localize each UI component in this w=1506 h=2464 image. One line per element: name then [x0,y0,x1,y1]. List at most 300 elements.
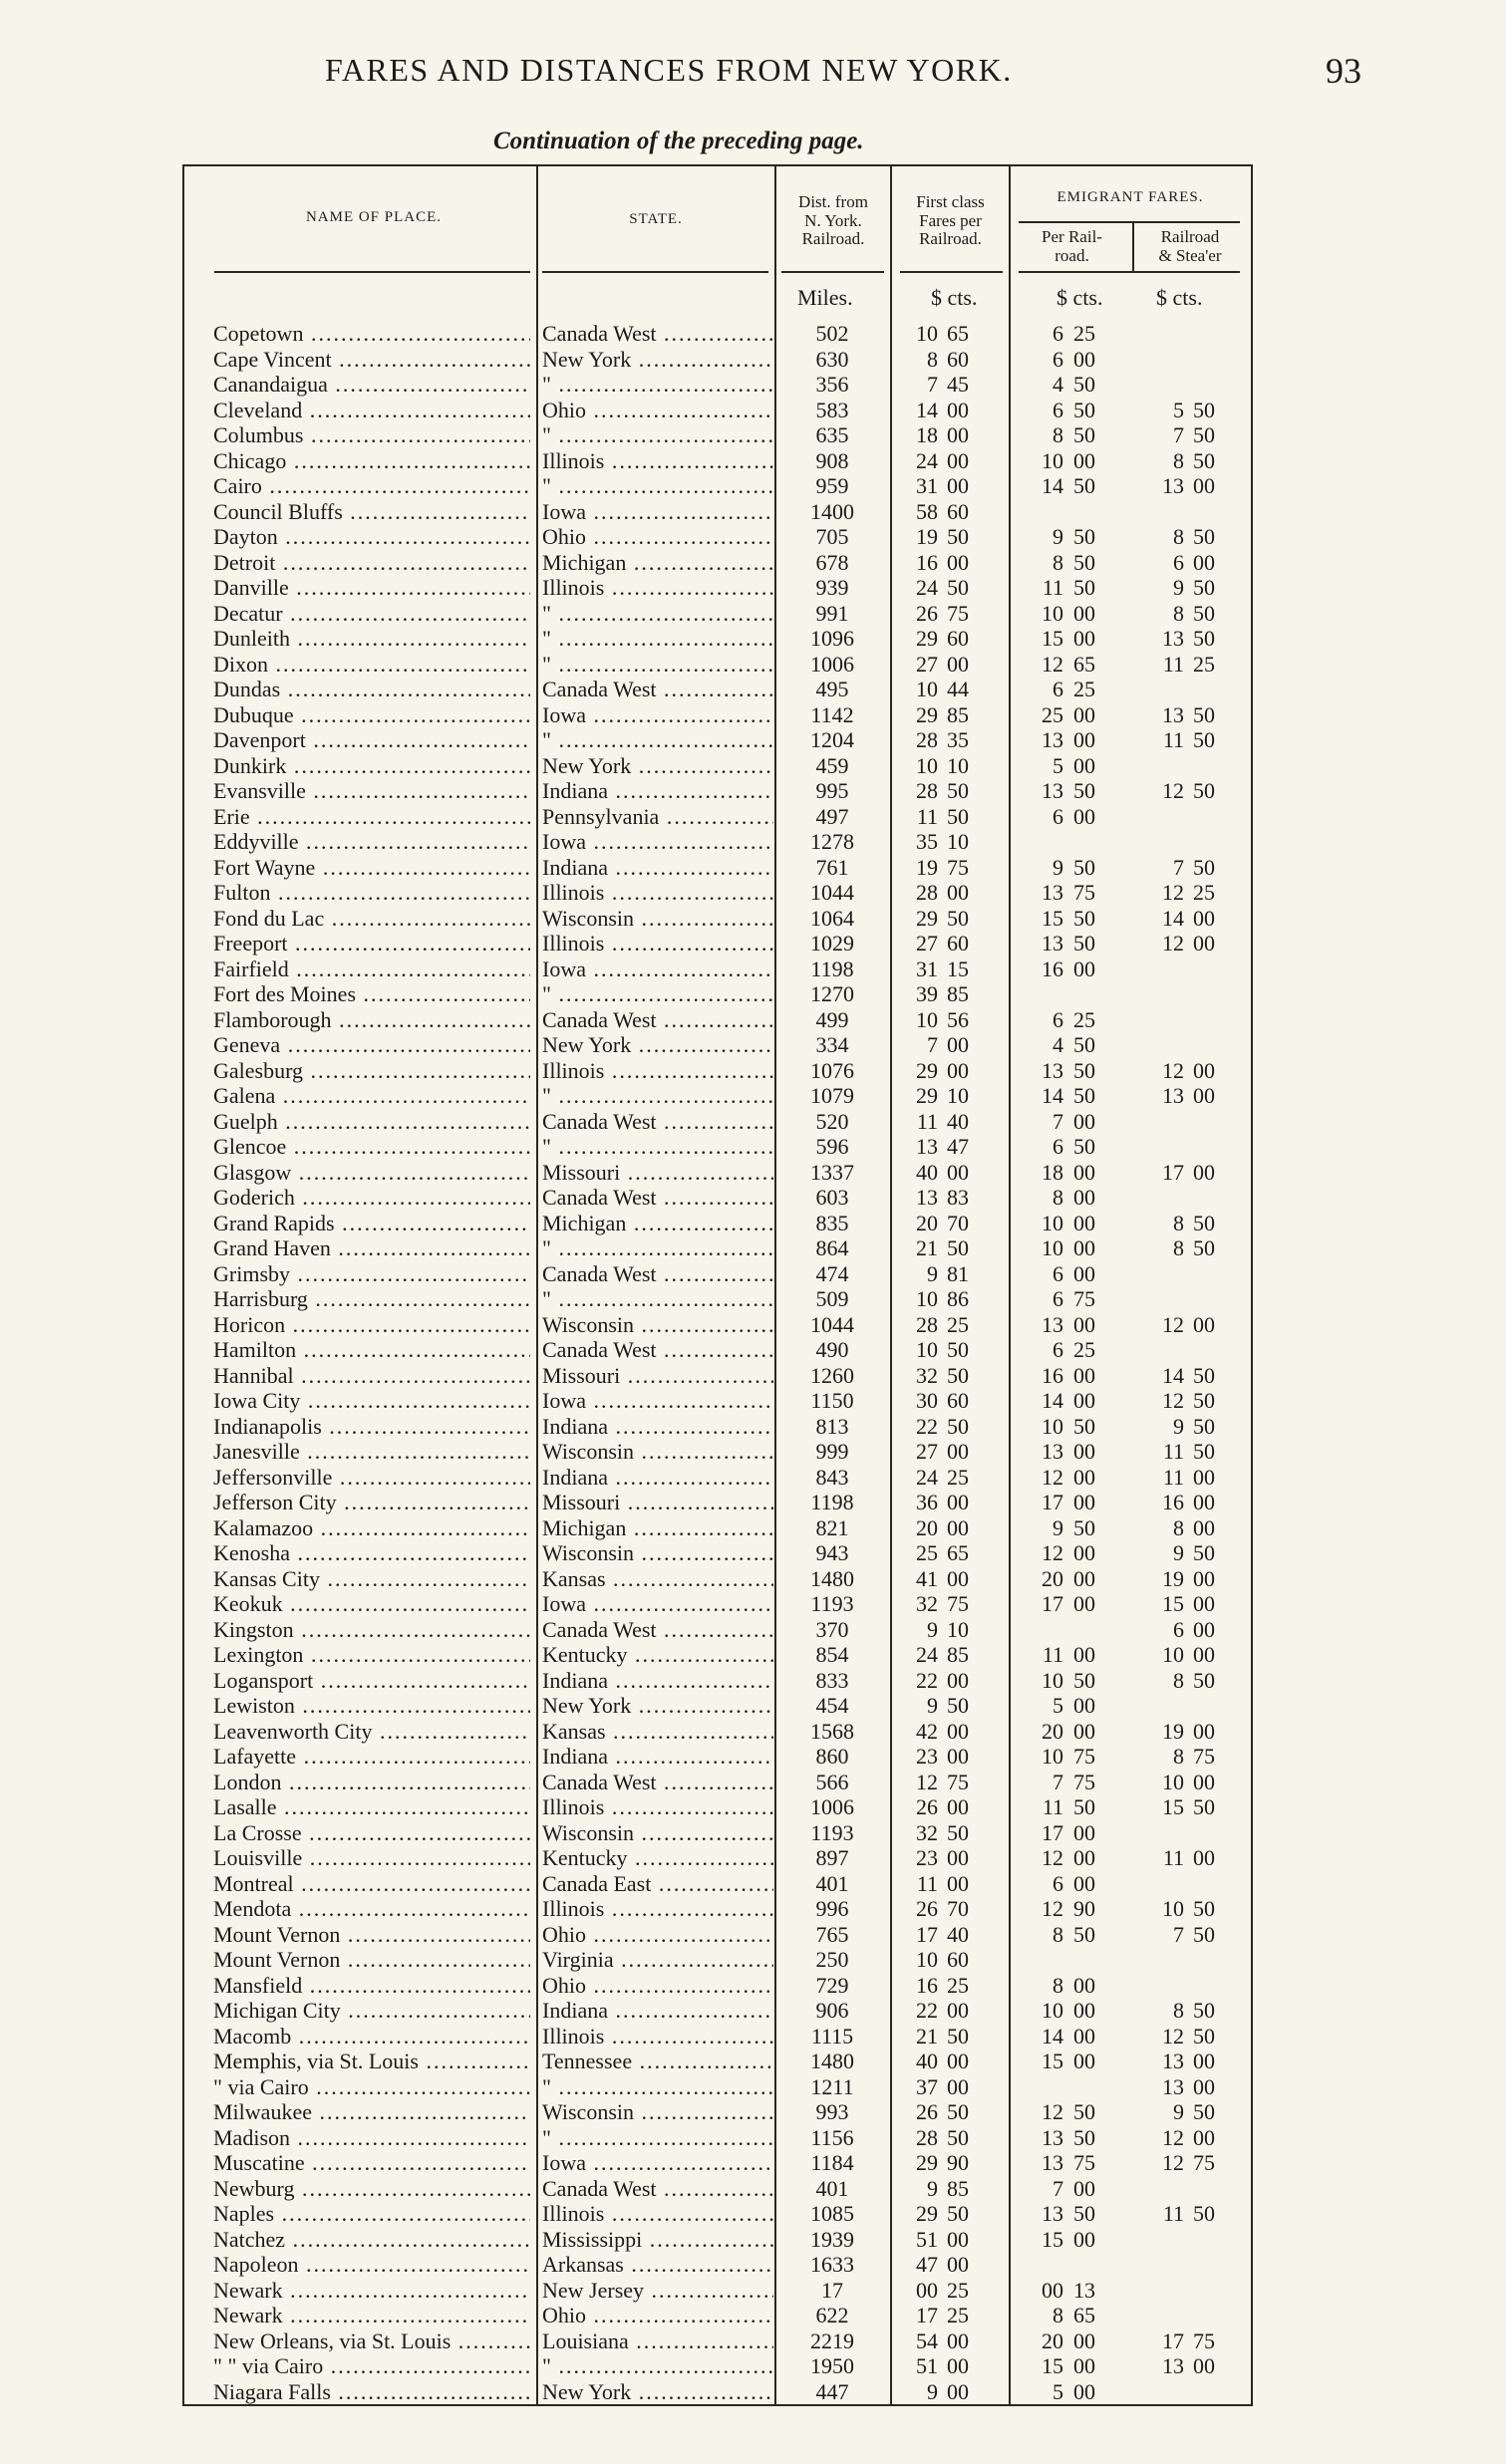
distance-miles: 1480 [810,2049,854,2073]
state: Indiana ..... [542,1465,773,1491]
distance-miles: 1270 [810,981,854,1006]
per-railroad-dollars: 13 [1042,2124,1063,2150]
state: " ..... [542,372,773,398]
per-railroad-cents: 50 [1073,524,1095,549]
first-class-dollars: 22 [916,1667,938,1693]
state: Illinois ..... [542,931,773,957]
distance-miles: 908 [815,447,849,473]
table-row [0,1337,1506,1363]
table-row [0,1998,1506,2024]
distance-miles: 993 [815,2099,849,2124]
table-row [0,2328,1506,2354]
table-row [0,1770,1506,1795]
per-railroad-dollars: 12 [1042,2099,1063,2124]
place-name: Kalamazoo ..... [213,1515,530,1541]
distance-miles: 1204 [810,727,854,752]
state: Canada West ..... [542,677,773,702]
distance-miles: 1085 [810,2201,854,2226]
per-railroad-dollars: 14 [1042,2023,1063,2049]
unit-miles: Miles. [797,285,853,310]
railroad-steamer-cents: 50 [1193,1210,1215,1235]
railroad-steamer-cents: 50 [1193,778,1215,803]
railroad-steamer-cents: 50 [1193,626,1215,651]
per-railroad-cents: 00 [1073,2049,1095,2073]
first-class-cents: 00 [947,1565,969,1591]
per-railroad-cents: 50 [1073,1514,1095,1540]
railroad-steamer-dollars: 19 [1162,1565,1184,1591]
state: " ..... [542,2125,773,2151]
place-name: Dundas ..... [213,677,530,702]
first-class-cents: 85 [947,1642,969,1667]
railroad-steamer-dollars: 11 [1162,1845,1184,1870]
place-name: Kingston ..... [213,1617,530,1643]
distance-miles: 1400 [810,498,854,524]
first-class-cents: 86 [947,1286,969,1311]
railroad-steamer-dollars: 14 [1162,905,1184,931]
railroad-steamer-cents: 50 [1193,854,1215,880]
distance-miles: 490 [815,1337,849,1362]
per-railroad-cents: 00 [1073,1235,1095,1260]
state: " ..... [542,422,773,448]
header-rule [542,271,768,273]
table-row [0,778,1506,804]
per-railroad-cents: 00 [1073,1845,1095,1870]
railroad-steamer-cents: 75 [1193,2327,1215,2353]
table-row [0,550,1506,576]
first-class-dollars: 32 [916,1819,938,1845]
per-railroad-cents: 50 [1073,575,1095,600]
railroad-steamer-dollars: 12 [1162,931,1184,956]
railroad-steamer-dollars: 13 [1162,1083,1184,1108]
railroad-steamer-dollars: 13 [1162,626,1184,651]
first-class-cents: 00 [947,1870,969,1896]
railroad-steamer-cents: 00 [1193,1718,1215,1744]
header-per-railroad [1012,228,1132,265]
railroad-steamer-dollars: 9 [1173,575,1184,600]
table-row [0,2049,1506,2074]
distance-miles: 1950 [810,2353,854,2378]
table-row [0,422,1506,448]
state: Mississippi ..... [542,2227,773,2253]
railroad-steamer-cents: 00 [1193,2049,1215,2073]
state: " ..... [542,1235,773,1261]
state: New Jersey ..... [542,2278,773,2304]
table-row [0,601,1506,627]
per-railroad-dollars: 11 [1042,575,1063,600]
header-railroad-steamer-line: Railroad [1160,227,1220,246]
railroad-steamer-cents: 00 [1193,2073,1215,2099]
state: Ohio ..... [542,2303,773,2328]
table-row [0,652,1506,678]
table-row [0,1642,1506,1668]
per-railroad-dollars: 12 [1042,1540,1063,1565]
first-class-cents: 50 [947,778,969,803]
per-railroad-cents: 00 [1073,1565,1095,1591]
per-railroad-cents: 00 [1073,1439,1095,1464]
place-name: Lexington ..... [213,1642,530,1668]
first-class-cents: 50 [947,2201,969,2226]
place-name: Danville ..... [213,575,530,601]
place-name: Janesville ..... [213,1439,530,1465]
distance-miles: 1193 [810,1819,854,1845]
table-row [0,1820,1506,1846]
distance-miles: 1044 [810,1311,854,1337]
first-class-dollars: 9 [927,2378,938,2404]
first-class-dollars: 7 [927,372,938,397]
state: Iowa ..... [542,1591,773,1617]
first-class-dollars: 31 [916,956,938,981]
railroad-steamer-dollars: 10 [1162,1896,1184,1921]
distance-miles: 596 [815,1134,849,1159]
header-name-of-place: NAME OF PLACE. [305,209,443,225]
per-railroad-cents: 00 [1073,2353,1095,2378]
emigrant-rule [1019,221,1240,223]
per-railroad-dollars: 14 [1042,1388,1063,1413]
state: Illinois ..... [542,880,773,906]
per-railroad-dollars: 17 [1042,1490,1063,1514]
state: Illinois ..... [542,1058,773,1084]
per-railroad-cents: 00 [1073,803,1095,829]
distance-miles: 1076 [810,1057,854,1083]
railroad-steamer-cents: 00 [1193,2353,1215,2378]
railroad-steamer-dollars: 14 [1162,1362,1184,1388]
first-class-dollars: 21 [916,1235,938,1260]
first-class-dollars: 22 [916,1413,938,1439]
table-row [0,1388,1506,1414]
per-railroad-dollars: 20 [1042,2327,1063,2353]
state: Iowa ..... [542,702,773,728]
state: " ..... [542,626,773,652]
per-railroad-dollars: 25 [1042,701,1063,727]
state: " ..... [542,1083,773,1109]
distance-miles: 250 [815,1947,849,1972]
first-class-dollars: 42 [916,1718,938,1744]
state: Kentucky ..... [542,1845,773,1871]
first-class-dollars: 13 [916,1185,938,1210]
per-railroad-dollars: 8 [1053,1972,1063,1998]
per-railroad-cents: 50 [1073,372,1095,397]
distance-miles: 497 [815,803,849,829]
first-class-dollars: 8 [927,346,938,372]
table-row [0,1617,1506,1643]
place-name: Mendota ..... [213,1896,530,1922]
table-row [0,2150,1506,2176]
state: Missouri ..... [542,1490,773,1515]
place-name: Louisville ..... [213,1845,530,1871]
distance-miles: 1939 [810,2226,854,2252]
running-title: FARES AND DISTANCES FROM NEW YORK. [325,52,1013,88]
place-name: Harrisburg ..... [213,1286,530,1312]
first-class-cents: 45 [947,372,969,397]
first-class-dollars: 24 [916,575,938,600]
per-railroad-dollars: 13 [1042,1311,1063,1337]
per-railroad-cents: 00 [1073,1972,1095,1998]
place-name: Jefferson City ..... [213,1490,530,1515]
state: Canada West ..... [542,1007,773,1033]
first-class-cents: 00 [947,422,969,447]
distance-miles: 1079 [810,1083,854,1108]
table-row [0,677,1506,702]
first-class-cents: 00 [947,1744,969,1769]
table-row [0,575,1506,601]
per-railroad-cents: 50 [1073,2124,1095,2150]
first-class-dollars: 40 [916,1159,938,1185]
place-name: Grimsby ..... [213,1261,530,1287]
distance-miles: 843 [815,1464,849,1490]
first-class-cents: 00 [947,880,969,905]
header-rule [781,271,884,273]
first-class-dollars: 54 [916,2327,938,2353]
railroad-steamer-cents: 50 [1193,1921,1215,1947]
header-railroad-steamer [1134,228,1246,265]
table-row [0,1515,1506,1541]
state: Illinois ..... [542,575,773,601]
per-railroad-cents: 00 [1073,346,1095,372]
first-class-cents: 00 [947,1439,969,1464]
first-class-cents: 25 [947,1311,969,1337]
table-row [0,2379,1506,2405]
per-railroad-dollars: 10 [1042,1413,1063,1439]
continuation-note: Continuation of the preceding page. [493,128,864,154]
per-railroad-dollars: 12 [1042,1896,1063,1921]
distance-miles: 996 [815,1896,849,1921]
table-row [0,880,1506,906]
table-row [0,1465,1506,1491]
state: Wisconsin ..... [542,906,773,932]
per-railroad-cents: 65 [1073,651,1095,677]
per-railroad-dollars: 13 [1042,931,1063,956]
railroad-steamer-cents: 50 [1193,1413,1215,1439]
distance-miles: 622 [815,2303,849,2327]
per-railroad-dollars: 9 [1053,524,1063,549]
railroad-steamer-dollars: 6 [1173,1616,1184,1642]
railroad-steamer-cents: 00 [1193,1083,1215,1108]
place-name: Geneva ..... [213,1032,530,1058]
per-railroad-cents: 00 [1073,447,1095,473]
per-railroad-dollars: 17 [1042,1819,1063,1845]
first-class-dollars: 16 [916,549,938,575]
railroad-steamer-cents: 50 [1193,1362,1215,1388]
railroad-steamer-dollars: 12 [1162,2023,1184,2049]
per-railroad-dollars: 12 [1042,1845,1063,1870]
per-railroad-dollars: 13 [1042,880,1063,905]
first-class-cents: 10 [947,829,969,854]
place-name: Glencoe ..... [213,1134,530,1160]
first-class-cents: 00 [947,2049,969,2073]
distance-miles: 401 [815,2175,849,2201]
first-class-cents: 00 [947,1032,969,1057]
distance-miles: 897 [815,1845,849,1870]
place-name: Council Bluffs ..... [213,499,530,525]
place-name: Niagara Falls ..... [213,2379,530,2405]
per-railroad-cents: 00 [1073,2023,1095,2049]
railroad-steamer-dollars: 10 [1162,1769,1184,1794]
table-row [0,855,1506,881]
per-railroad-cents: 50 [1073,2099,1095,2124]
railroad-steamer-cents: 25 [1193,880,1215,905]
distance-miles: 813 [815,1413,849,1439]
railroad-steamer-cents: 50 [1193,600,1215,626]
place-name: Fulton ..... [213,880,530,906]
distance-miles: 1115 [810,2023,854,2049]
state: " ..... [542,1134,773,1160]
railroad-steamer-cents: 00 [1193,1845,1215,1870]
state: Michigan ..... [542,1515,773,1541]
first-class-dollars: 28 [916,880,938,905]
distance-miles: 729 [815,1972,849,1998]
table-row [0,1007,1506,1033]
per-railroad-dollars: 6 [1053,677,1063,701]
per-railroad-dollars: 13 [1042,778,1063,803]
distance-miles: 1006 [810,1794,854,1819]
per-railroad-cents: 00 [1073,2175,1095,2201]
railroad-steamer-dollars: 7 [1173,854,1184,880]
per-railroad-cents: 50 [1073,1057,1095,1083]
first-class-dollars: 29 [916,626,938,651]
table-row [0,804,1506,830]
railroad-steamer-cents: 50 [1193,1540,1215,1565]
table-row [0,347,1506,373]
place-name: Naples ..... [213,2201,530,2227]
railroad-steamer-cents: 00 [1193,1057,1215,1083]
per-railroad-cents: 00 [1073,701,1095,727]
per-railroad-cents: 00 [1073,1490,1095,1514]
distance-miles: 943 [815,1540,849,1565]
table-row [0,2176,1506,2202]
per-railroad-dollars: 16 [1042,1362,1063,1388]
place-name: Napoleon ..... [213,2252,530,2278]
per-railroad-cents: 00 [1073,1591,1095,1616]
first-class-dollars: 18 [916,422,938,447]
table-row [0,398,1506,423]
first-class-cents: 00 [947,1998,969,2023]
per-railroad-dollars: 15 [1042,2353,1063,2378]
table-row [0,1363,1506,1389]
table-row [0,702,1506,728]
railroad-steamer-cents: 00 [1193,1565,1215,1591]
first-class-cents: 47 [947,1134,969,1159]
first-class-cents: 00 [947,651,969,677]
first-class-cents: 60 [947,1947,969,1972]
first-class-cents: 00 [947,2327,969,2353]
railroad-steamer-cents: 00 [1193,1769,1215,1794]
distance-miles: 959 [815,473,849,498]
distance-miles: 678 [815,549,849,575]
state: " ..... [542,727,773,753]
place-name: Newburg ..... [213,2176,530,2202]
table-row [0,1973,1506,1999]
per-railroad-cents: 25 [1073,1337,1095,1362]
place-name: Dayton ..... [213,524,530,550]
state: Wisconsin ..... [542,1439,773,1465]
first-class-dollars: 16 [916,1972,938,1998]
per-railroad-dollars: 6 [1053,1870,1063,1896]
distance-miles: 474 [815,1260,849,1286]
first-class-dollars: 9 [927,1693,938,1718]
place-name: Dunkirk ..... [213,753,530,779]
header-distance [777,193,889,249]
first-class-dollars: 10 [916,321,938,346]
first-class-dollars: 13 [916,1134,938,1159]
state: Canada West ..... [542,1185,773,1211]
per-railroad-cents: 00 [1073,1464,1095,1490]
table-row [0,2024,1506,2050]
railroad-steamer-cents: 00 [1193,1616,1215,1642]
railroad-steamer-cents: 50 [1193,397,1215,422]
first-class-cents: 50 [947,1235,969,1260]
distance-miles: 520 [815,1108,849,1134]
place-name: Cleveland ..... [213,398,530,423]
per-railroad-cents: 00 [1073,1159,1095,1185]
place-name: Logansport ..... [213,1668,530,1694]
place-name: Milwaukee ..... [213,2099,530,2125]
place-name: Kenosha ..... [213,1540,530,1566]
place-name: Jeffersonville ..... [213,1465,530,1491]
place-name: Horicon ..... [213,1312,530,1338]
table-row [0,1896,1506,1922]
state: Iowa ..... [542,2150,773,2176]
state: Canada West ..... [542,1261,773,1287]
place-name: Montreal ..... [213,1871,530,1897]
table-row [0,931,1506,957]
railroad-steamer-cents: 50 [1193,2201,1215,2226]
railroad-steamer-dollars: 8 [1173,1744,1184,1769]
state: Pennsylvania ..... [542,804,773,830]
table-row [0,499,1506,525]
first-class-cents: 00 [947,549,969,575]
place-name: Mansfield ..... [213,1973,530,1999]
per-railroad-dollars: 8 [1053,422,1063,447]
unit-per-railroad-cents: $ cts. [1056,285,1103,310]
place-name: Guelph ..... [213,1109,530,1135]
first-class-dollars: 40 [916,2049,938,2073]
first-class-dollars: 10 [916,1947,938,1972]
per-railroad-dollars: 7 [1053,1769,1063,1794]
state: Indiana ..... [542,778,773,804]
first-class-dollars: 37 [916,2073,938,2099]
table-row [0,1566,1506,1592]
first-class-cents: 00 [947,1159,969,1185]
table-row [0,2353,1506,2379]
railroad-steamer-dollars: 12 [1162,1311,1184,1337]
distance-miles: 356 [815,372,849,397]
place-name: " via Cairo ..... [213,2074,530,2100]
first-class-dollars: 26 [916,1896,938,1921]
per-railroad-cents: 00 [1073,1108,1095,1134]
distance-miles: 401 [815,1870,849,1896]
first-class-cents: 25 [947,1464,969,1490]
state: Canada West ..... [542,2176,773,2202]
railroad-steamer-dollars: 12 [1162,1388,1184,1413]
distance-miles: 761 [815,854,849,880]
per-railroad-cents: 00 [1073,2327,1095,2353]
table-row [0,321,1506,347]
distance-miles: 939 [815,575,849,600]
per-railroad-cents: 50 [1073,778,1095,803]
first-class-cents: 10 [947,1083,969,1108]
per-railroad-dollars: 6 [1053,1260,1063,1286]
place-name: La Crosse ..... [213,1820,530,1846]
first-class-dollars: 22 [916,1998,938,2023]
railroad-steamer-dollars: 16 [1162,1490,1184,1514]
place-name: Macomb ..... [213,2024,530,2050]
first-class-cents: 40 [947,1921,969,1947]
railroad-steamer-dollars: 12 [1162,2150,1184,2175]
per-railroad-dollars: 20 [1042,1718,1063,1744]
place-name: Canandaigua ..... [213,372,530,398]
per-railroad-dollars: 14 [1042,1083,1063,1108]
table-row [0,2303,1506,2328]
